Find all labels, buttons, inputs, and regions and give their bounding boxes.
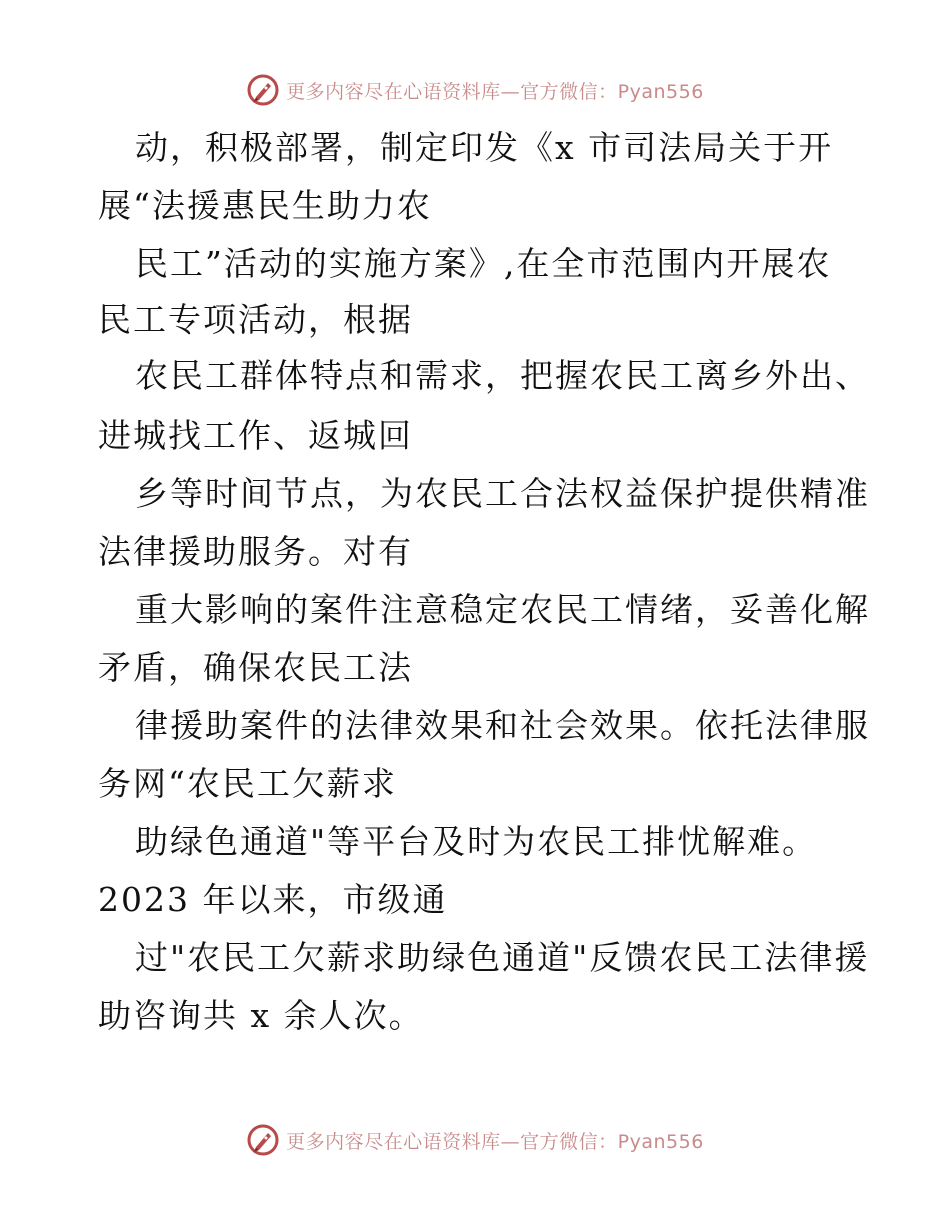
body-line: 助咨询共 x 余人次。 xyxy=(98,996,424,1035)
watermark-text: 更多内容尽在心语资料库—官方微信：Pyan556 xyxy=(286,80,704,103)
watermark-text: 更多内容尽在心语资料库—官方微信：Pyan556 xyxy=(286,1130,704,1153)
body-line: 动，积极部署，制定印发《x 市司法局关于开 xyxy=(135,128,834,167)
body-line: 农民工群体特点和需求，把握农民工离乡外出、 xyxy=(135,356,870,395)
body-line: 进城找工作、返城回 xyxy=(98,416,413,455)
body-line: 乡等时间节点，为农民工合法权益保护提供精准 xyxy=(135,474,870,513)
body-line: 务网“农民工欠薪求 xyxy=(98,764,397,803)
body-line: 法律援助服务。对有 xyxy=(98,532,413,571)
body-line: 展“法援惠民生助力农 xyxy=(98,186,432,225)
body-line: 2023 年以来，市级通 xyxy=(98,880,448,919)
body-line: 助绿色通道"等平台及时为农民工排忧解难。 xyxy=(135,822,818,861)
body-line: 民工”活动的实施方案》,在全市范围内开展农 xyxy=(135,244,832,283)
body-line: 民工专项活动，根据 xyxy=(98,300,413,339)
body-line: 过"农民工欠薪求助绿色通道"反馈农民工法律援 xyxy=(135,938,870,977)
body-line: 重大影响的案件注意稳定农民工情绪，妥善化解 xyxy=(135,590,870,629)
body-line: 矛盾，确保农民工法 xyxy=(98,648,413,687)
fountain-pen-logo-icon xyxy=(246,1123,280,1157)
body-line: 律援助案件的法律效果和社会效果。依托法律服 xyxy=(135,706,870,745)
footer-watermark xyxy=(0,1120,950,1160)
